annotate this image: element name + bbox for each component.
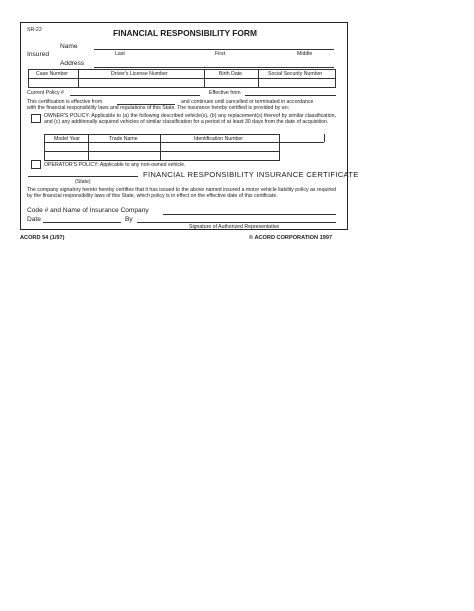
vehicle-table-header-id: Identification Number (194, 136, 244, 142)
last-label: Last (115, 51, 125, 57)
cert-text-1: This certification is effective from (27, 99, 103, 105)
date-label: Date (27, 216, 41, 223)
id-table-header-birth: Birth Date (219, 71, 243, 77)
company-line[interactable] (163, 214, 336, 215)
state-line[interactable] (28, 176, 138, 177)
first-label: First (215, 51, 226, 57)
effective-from-label: Effective from (209, 90, 241, 96)
cert-text-3: with the financial responsibility laws and regulations of this State. The insurance hereby certified is provided by an: (27, 105, 290, 111)
signatory-text: The company signatory hereto hereby certifies that it has issued to the above named insured a motor vehicle liability policy as required by the financial responsibility laws of this State, which policy is in effect on the effective date of this certificate. (27, 187, 336, 199)
id-table-divider (28, 78, 336, 79)
middle-label: Middle (297, 51, 313, 57)
id-table-header-license: Driver's License Number (111, 71, 168, 77)
id-table-header-case: Case Number (36, 71, 69, 77)
address-line[interactable] (94, 67, 334, 68)
vehicle-table-col-3 (324, 134, 325, 142)
signature-line[interactable] (137, 222, 336, 223)
address-label: Address (60, 60, 85, 67)
vehicle-table-row-1 (44, 142, 324, 143)
copyright: © ACORD CORPORATION 1997 (249, 235, 333, 241)
current-policy-line[interactable] (70, 95, 200, 96)
date-line[interactable] (43, 222, 121, 223)
insured-label: Insured (27, 51, 49, 58)
id-table-col-1 (78, 69, 79, 88)
name-label: Name (60, 43, 78, 50)
form-title: FINANCIAL RESPONSIBILITY FORM (113, 28, 257, 38)
vehicle-table-header-year: Model Year (54, 136, 80, 142)
name-line[interactable] (94, 49, 334, 50)
cert-text-2: and continues until cancelled or terminated in accordance (181, 99, 314, 105)
vehicle-table-header-trade: Trade Name (109, 136, 138, 142)
owners-policy-text: OWNER'S POLICY: Applicable to (a) the following described vehicle(s), (b) any replacement(s) thereof by similar classification, and (c) any additionally acquired vehicles of similar classification for a period of at least 30 days from the date of acquisition. (44, 113, 336, 125)
by-label: By (125, 216, 133, 223)
signature-label: Signature of Authorized Representative (189, 224, 280, 230)
operators-policy-checkbox[interactable] (31, 160, 41, 169)
vehicle-table-col-1 (88, 134, 89, 161)
current-policy-label: Current Policy # (27, 90, 64, 96)
id-table-col-2 (204, 69, 205, 88)
effective-from-line[interactable] (245, 95, 336, 96)
state-label: (State) (75, 179, 91, 185)
owners-policy-checkbox[interactable] (31, 114, 41, 123)
certificate-title: FINANCIAL RESPONSIBILITY INSURANCE CERTIFICATE (143, 170, 359, 179)
company-label: Code # and Name of Insurance Company (27, 207, 149, 214)
id-table-header-ssn: Social Security Number (268, 71, 323, 77)
vehicle-table-col-2 (160, 134, 161, 161)
id-table-col-3 (258, 69, 259, 88)
vehicle-table-row-2 (44, 151, 280, 152)
form-number: ACORD 54 (1/97) (20, 235, 65, 241)
operators-policy-text: OPERATOR'S POLICY: Applicable to any non-owned vehicle. (44, 162, 186, 168)
form-code: SR-22 (27, 27, 42, 33)
